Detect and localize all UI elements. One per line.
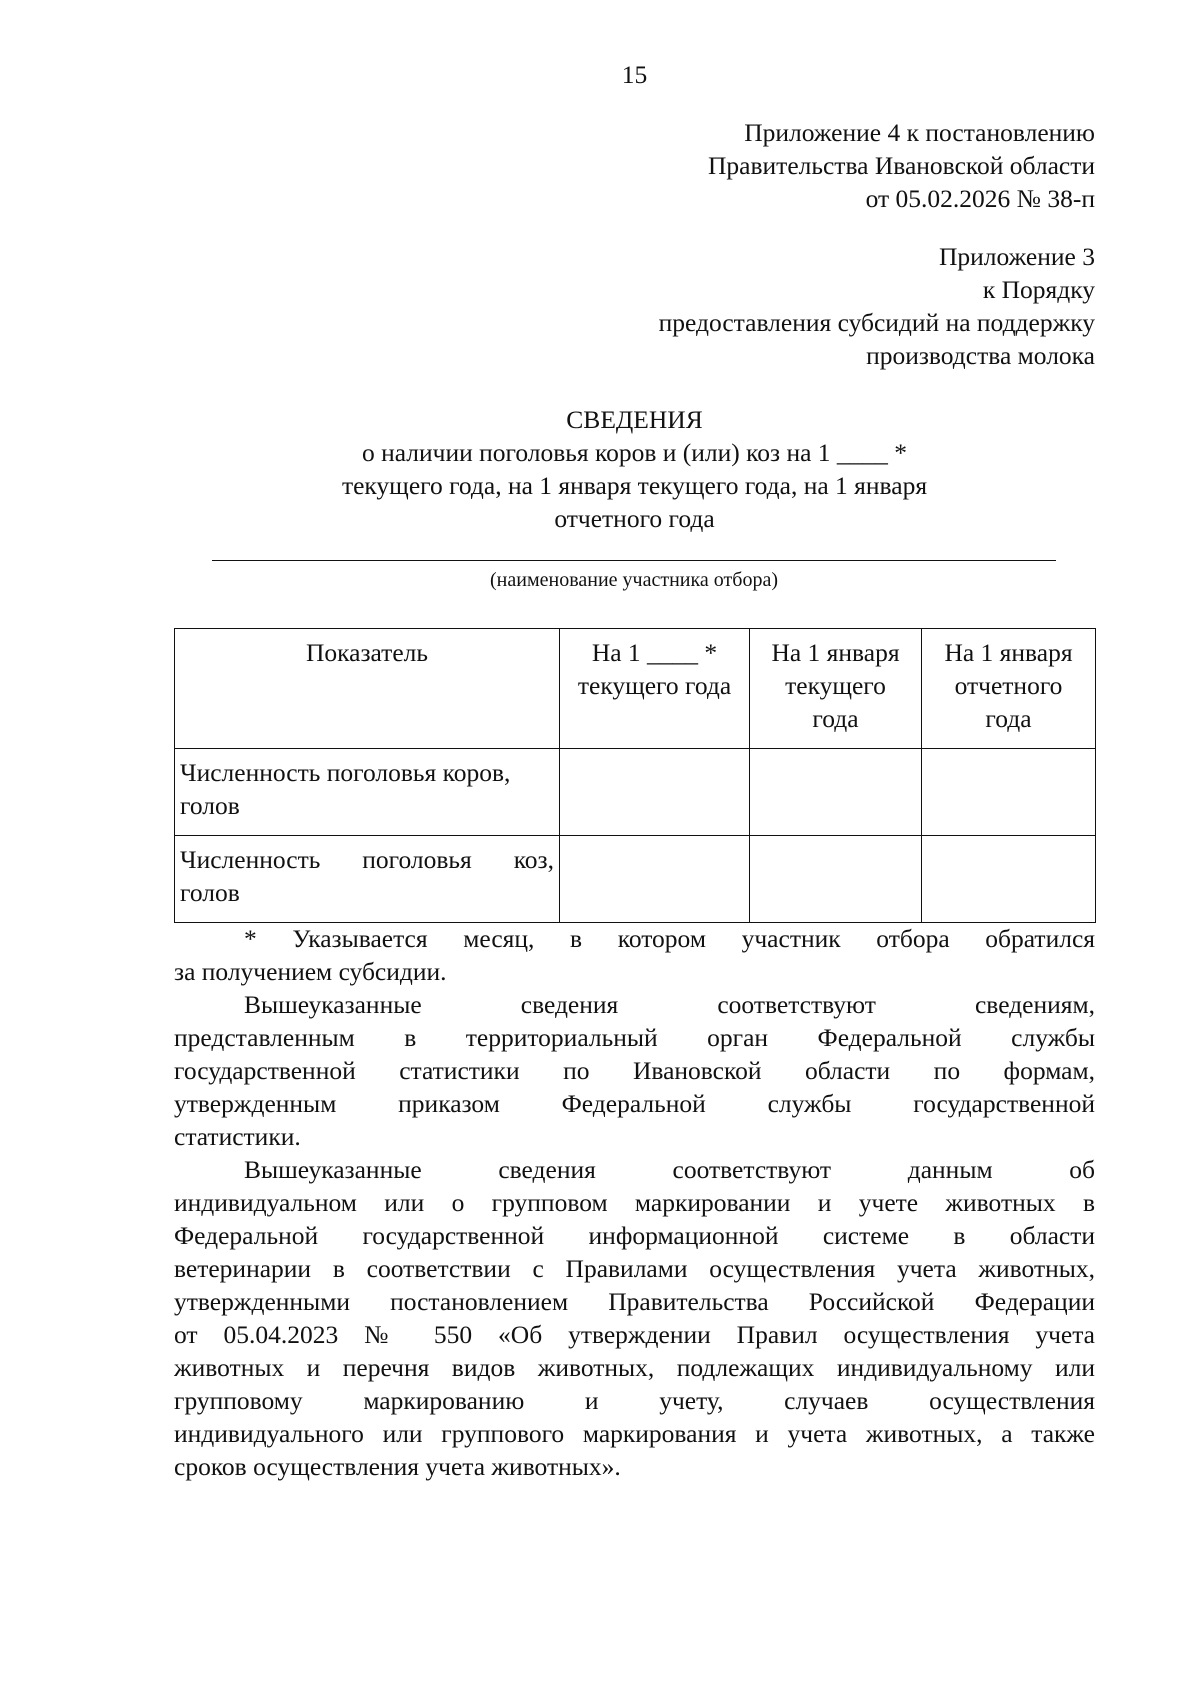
paragraph-statistics xyxy=(174,988,1095,1153)
participant-name-line xyxy=(212,560,1056,593)
paragraph-line: животных и перечня видов животных, подлежащих индивидуальному или xyxy=(174,1353,1095,1382)
paragraph-veterinary xyxy=(174,1153,1095,1483)
paragraph-line: индивидуального или группового маркирования и учета животных, а также xyxy=(174,1419,1095,1448)
appendix-order-line: производства молока xyxy=(866,341,1095,370)
table-row-label: Численность поголовья коров, голов xyxy=(175,749,560,836)
appendix-resolution-block xyxy=(495,116,1095,215)
paragraph-line: статистики. xyxy=(174,1122,301,1151)
table-row xyxy=(175,836,1096,923)
appendix-resolution-line: Правительства Ивановской области xyxy=(708,151,1095,180)
appendix-order-line: к Порядку xyxy=(982,275,1095,304)
table-row xyxy=(175,749,1096,836)
table-row-label: Численность поголовья коз, голов xyxy=(175,836,560,923)
table-cell[interactable] xyxy=(922,836,1096,923)
paragraph-line: Вышеуказанные сведения соответствуют сведениям, xyxy=(244,990,1095,1019)
paragraph-line: Вышеуказанные сведения соответствуют данным об xyxy=(244,1155,1095,1184)
heading-line: текущего года, на 1 января текущего года, на 1 января xyxy=(341,471,928,500)
heading-line: о наличии поголовья коров и (или) коз на 1 ____ * xyxy=(361,438,908,467)
table-header-indicator: Показатель xyxy=(175,629,560,749)
table-cell[interactable] xyxy=(750,836,922,923)
paragraph-line: индивидуальном или о групповом маркировании и учете животных в xyxy=(174,1188,1095,1217)
heading-line: отчетного года xyxy=(554,504,715,533)
paragraph-line: утвержденными постановлением Правительства Российской Федерации xyxy=(174,1287,1095,1316)
appendix-resolution-line: Приложение 4 к постановлению xyxy=(744,118,1095,147)
paragraph-line: государственной статистики по Ивановской области по формам, xyxy=(174,1056,1095,1085)
paragraph-line: сроков осуществления учета животных». xyxy=(174,1452,621,1481)
footnote-line: за получением субсидии. xyxy=(174,957,447,986)
table-cell[interactable] xyxy=(560,836,750,923)
paragraph-line: Федеральной государственной информационной системе в области xyxy=(174,1221,1095,1250)
appendix-order-line: предоставления субсидий на поддержку xyxy=(658,308,1095,337)
livestock-table xyxy=(174,628,1096,923)
appendix-resolution-line: от 05.02.2026 № 38-п xyxy=(865,184,1095,213)
paragraph-line: от 05.04.2023 № 550 «Об утверждении Правил осуществления учета xyxy=(174,1320,1095,1349)
paragraph-line: групповому маркированию и учету, случаев осуществления xyxy=(174,1386,1095,1415)
paragraph-line: ветеринарии в соответствии с Правилами осуществления учета животных, xyxy=(174,1254,1095,1283)
document-heading xyxy=(174,403,1095,535)
footnote-line: * Указывается месяц, в котором участник отбора обратился xyxy=(244,924,1095,953)
appendix-order-block xyxy=(495,240,1095,372)
notes-section xyxy=(174,922,1095,1483)
participant-caption: (наименование участника отбора) xyxy=(490,569,778,591)
table-header-row xyxy=(175,629,1096,749)
table-cell[interactable] xyxy=(750,749,922,836)
paragraph-line: представленным в территориальный орган Федеральной службы xyxy=(174,1023,1095,1052)
appendix-order-line: Приложение 3 xyxy=(939,242,1095,271)
paragraph-line: утвержденным приказом Федеральной службы государственной xyxy=(174,1089,1095,1118)
page-number: 15 xyxy=(621,60,648,89)
table-cell[interactable] xyxy=(922,749,1096,836)
heading-title: СВЕДЕНИЯ xyxy=(566,405,703,434)
table-cell[interactable] xyxy=(560,749,750,836)
table-header-jan-reporting: На 1 января отчетного года xyxy=(922,629,1096,749)
table-header-jan-current: На 1 января текущего года xyxy=(750,629,922,749)
table-header-current-month: На 1 ____ * текущего года xyxy=(560,629,750,749)
footnote xyxy=(174,922,1095,988)
